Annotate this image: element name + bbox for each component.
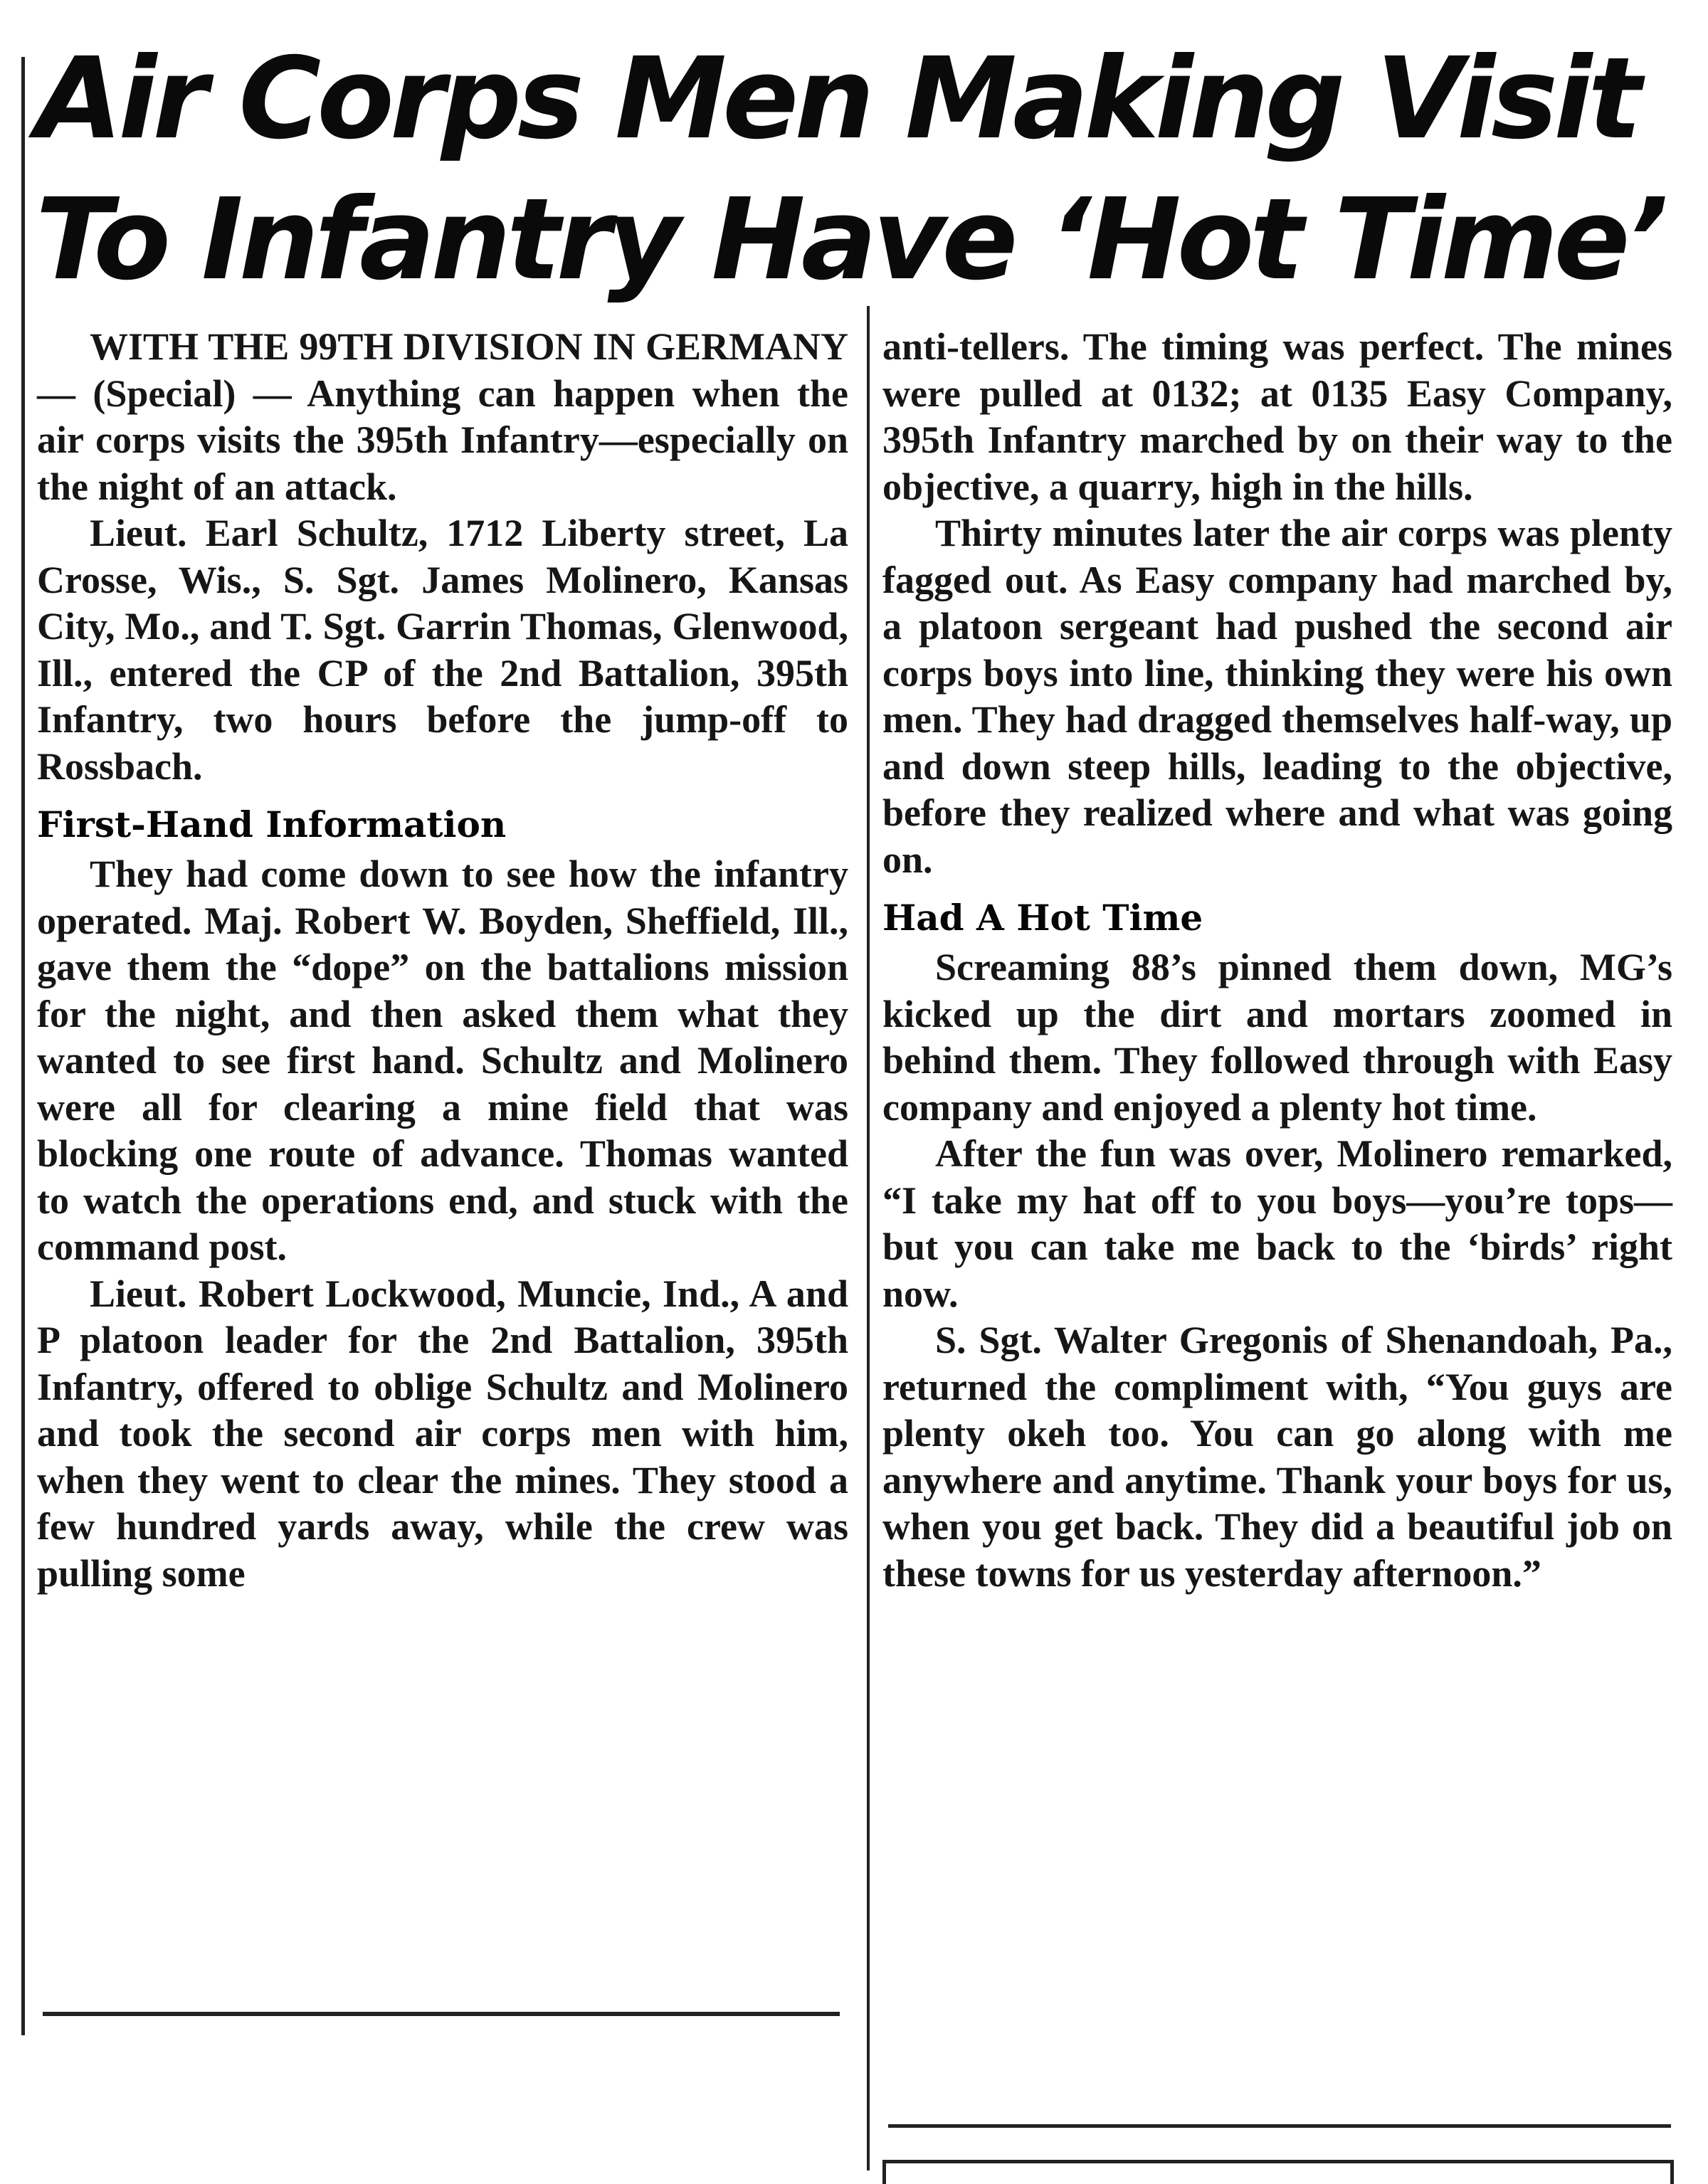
headline-line-2: To Infantry Have ‘Hot Time’ <box>36 174 1665 305</box>
end-rule-right <box>888 2124 1671 2128</box>
center-column-rule <box>867 306 870 2170</box>
lead-text: Anything can happen when the air corps visits the 395th Infantry—especially on the night of an attack. <box>37 371 848 508</box>
paragraph: After the fun was over, Molinero remarked, “I take my hat off to you boys—you’re tops—but you can take me back to the ‘birds’ right now. <box>882 1132 1672 1315</box>
paragraph: Lieut. Robert Lockwood, Muncie, Ind., A and P platoon leader for the 2nd Battalion, 395th Infantry, offered to oblige Schultz and Molinero and took the second air corps men with him, when they went to clear the mines. They stood a few hundred yards away, while the crew was pulling some <box>37 1272 848 1595</box>
paragraph: Lieut. Earl Schultz, 1712 Liberty street, La Crosse, Wis., S. Sgt. James Molinero, Kansas City, Mo., and T. Sgt. Garrin Thomas, Glenwood, Ill., entered the CP of the 2nd Battalion, 395th Infantry, two hours before the jump-off to Rossbach. <box>37 512 848 788</box>
right-column <box>882 324 1672 1597</box>
left-column <box>37 324 848 1597</box>
headline-line-1: Air Corps Men Making Visit <box>36 33 1638 164</box>
dateline: WITH THE 99TH DIVISION IN GERMANY — (Special) — <box>37 325 848 415</box>
next-article-box <box>882 2160 1674 2184</box>
paragraph: Thirty minutes later the air corps was plenty fagged out. As Easy company had marched by, a platoon sergeant had pushed the second air corps boys into line, thinking they were his own men. They had dragged themselves half-way, up and down steep hills, leading to the objective, before they realized where and what was going on. <box>882 512 1672 881</box>
paragraph-continued: anti-tellers. The timing was perfect. The mines were pulled at 0132; at 0135 Easy Company, 395th Infantry marched by on their way to the objective, a quarry, high in the hills. <box>882 325 1672 508</box>
subhead-had-a-hot-time: Had A Hot Time <box>882 897 1203 939</box>
left-column-rule <box>21 57 25 2035</box>
subhead-first-hand-information: First-Hand Information <box>37 803 507 845</box>
headline <box>36 28 1672 310</box>
lead-paragraph <box>37 324 848 510</box>
end-rule-left <box>43 2012 840 2016</box>
paragraph: S. Sgt. Walter Gregonis of Shenandoah, Pa., returned the compliment with, “You guys are plenty okeh too. You can go along with me anywhere and anytime. Thank your boys for us, when you get back. They did a beautiful job on these towns for us yesterday afternoon.” <box>882 1319 1672 1595</box>
paragraph: Screaming 88’s pinned them down, MG’s kicked up the dirt and mortars zoomed in behind them. They followed through with Easy company and enjoyed a plenty hot time. <box>882 946 1672 1129</box>
paragraph: They had come down to see how the infantry operated. Maj. Robert W. Boyden, Sheffield, Ill., gave them the “dope” on the battalions mission for the night, and then asked them what they wanted to see first hand. Schultz and Molinero were all for clearing a mine field that was blocking one route of advance. Thomas wanted to watch the operations end, and stuck with the command post. <box>37 853 848 1268</box>
